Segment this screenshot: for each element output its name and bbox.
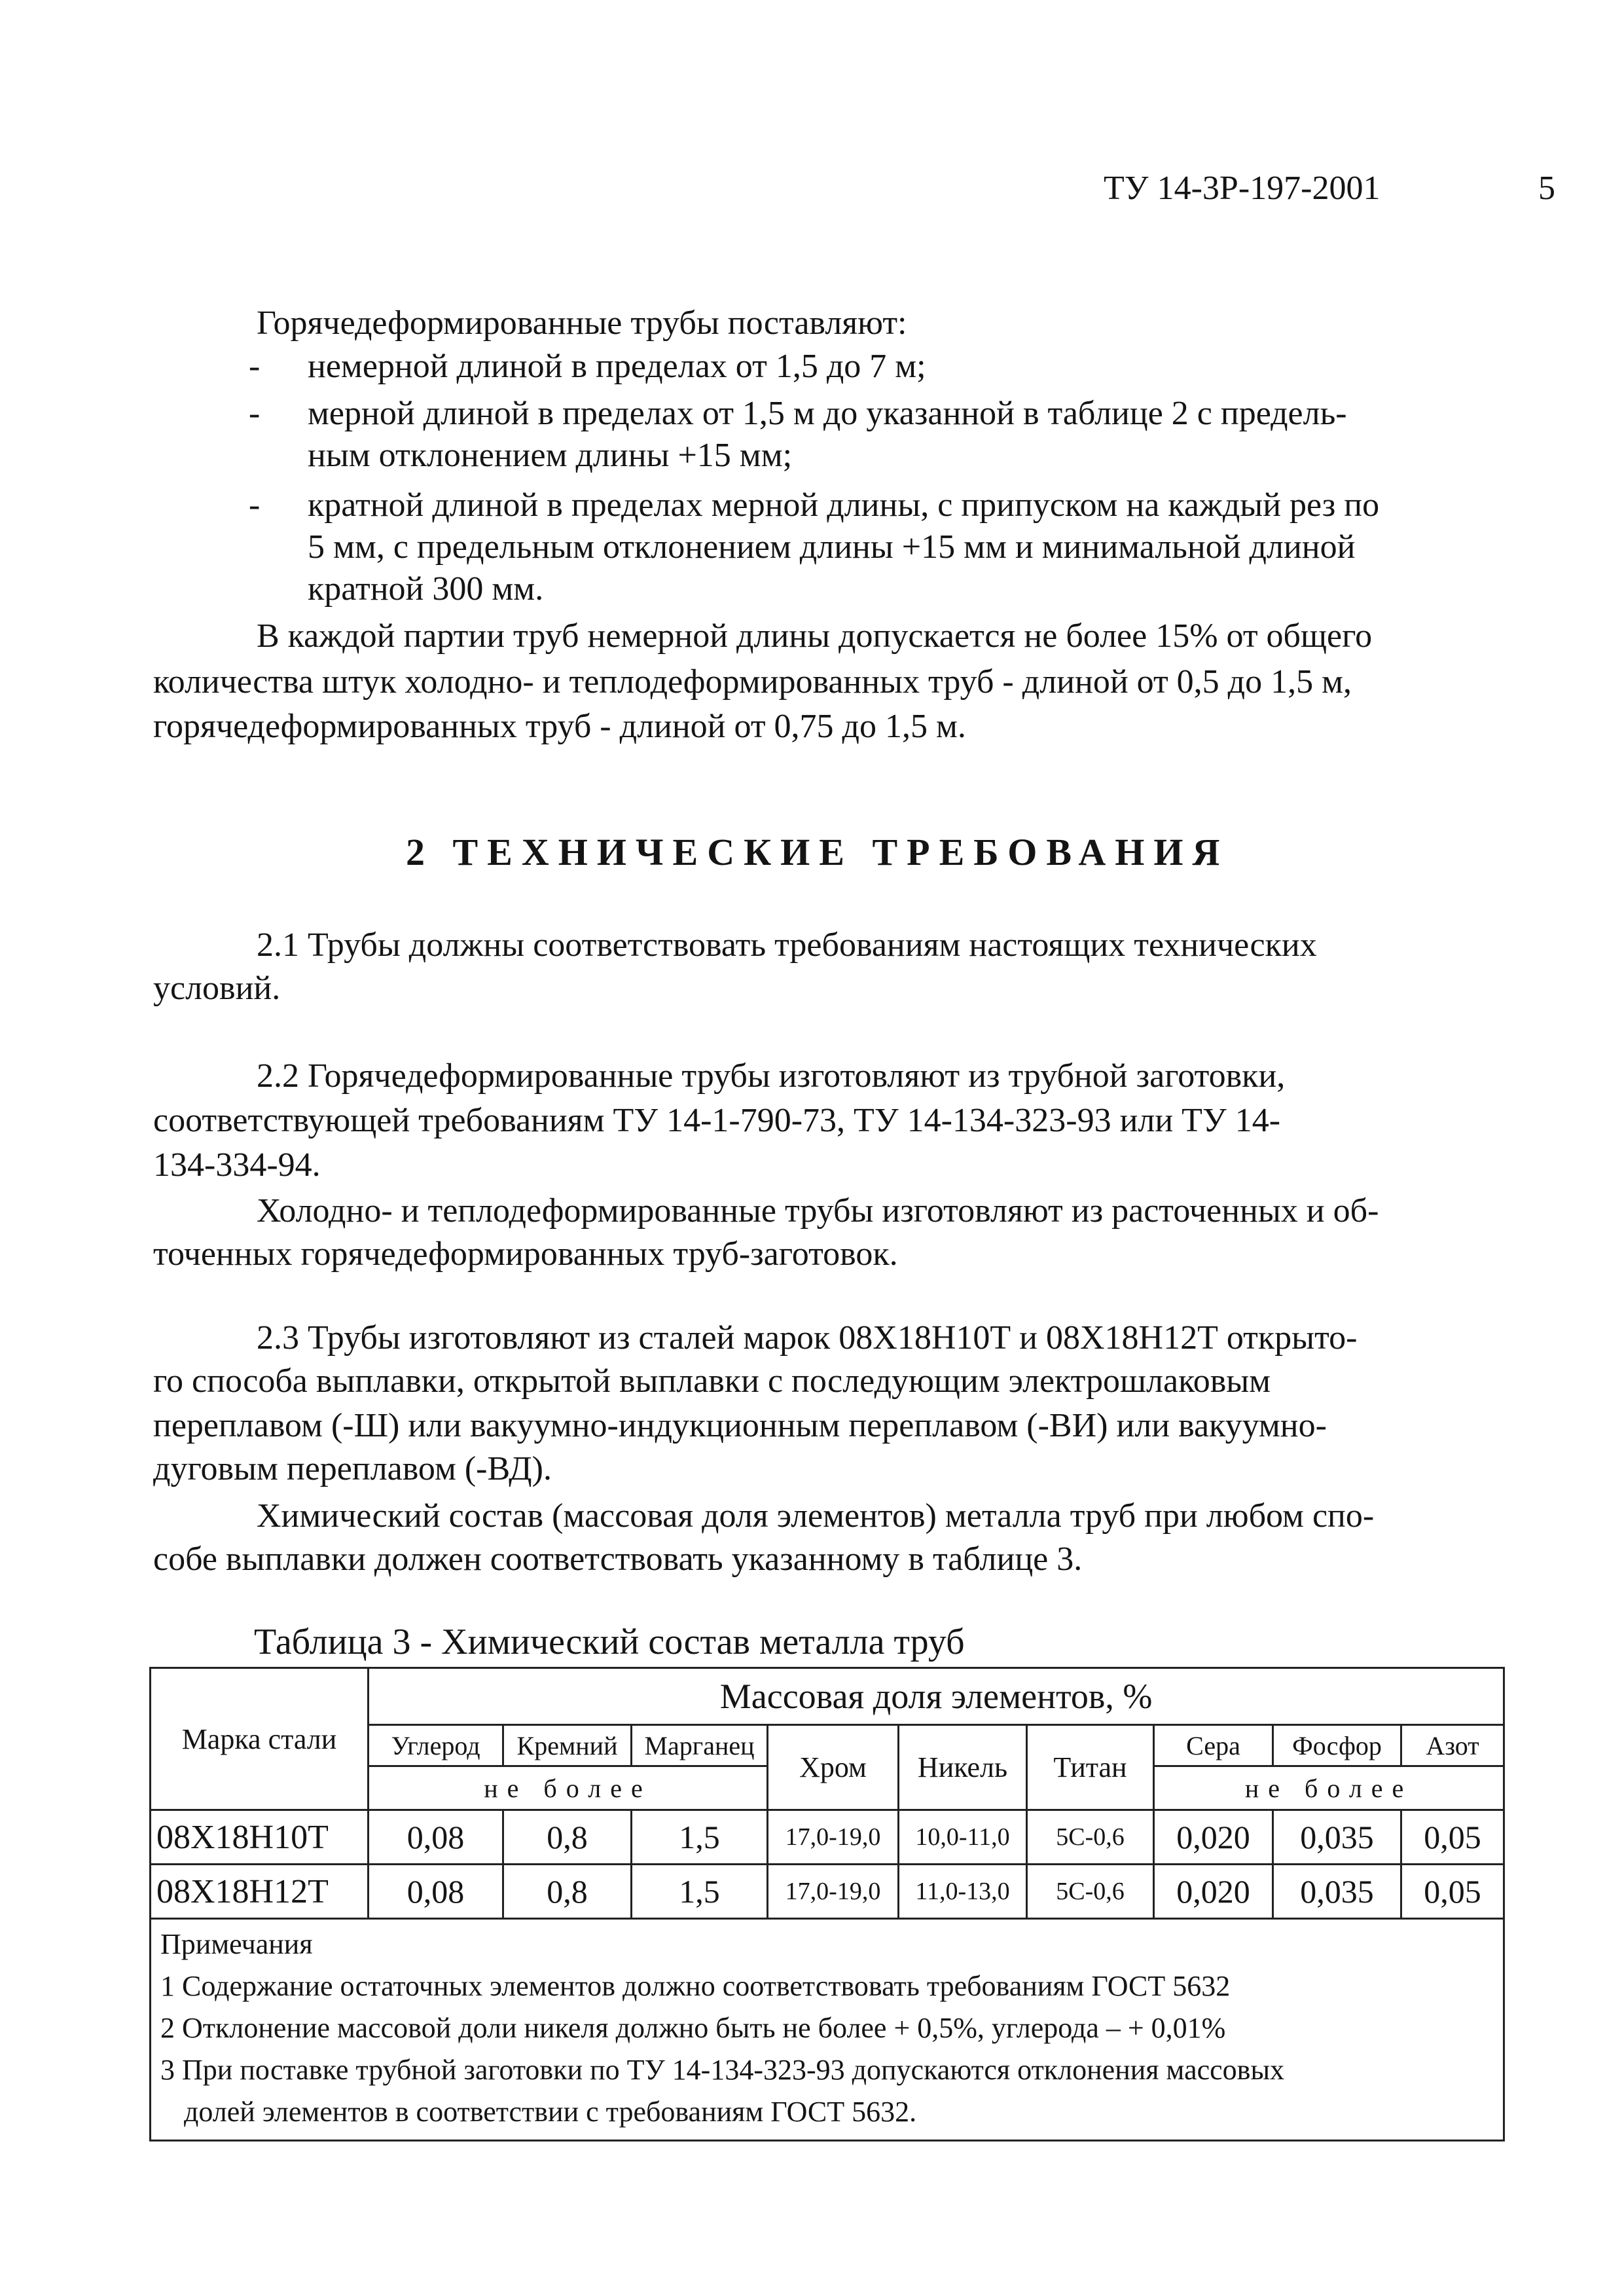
list-item-line: немерной длиной в пределах от 1,5 до 7 м; <box>308 348 926 385</box>
table-cell: 0,035 <box>1273 1810 1401 1865</box>
intro-lead: Горячедеформированные трубы поставляют: <box>257 304 907 342</box>
paragraph-2-2-line: соответствующей требованиям ТУ 14-1-790-73, ТУ 14-134-323-93 или ТУ 14- <box>153 1102 1281 1139</box>
steel-grade-cell: 08Х18Н10Т <box>151 1810 369 1865</box>
paragraph-line: В каждой партии труб немерной длины допускается не более 15% от общего <box>257 617 1373 655</box>
note-item: 3 При поставке трубной заготовки по ТУ 14-134-323-93 допускаются отклонения массовых <box>160 2054 1285 2086</box>
table-cell: 5С-0,6 <box>1027 1810 1154 1865</box>
paragraph-2-3-line: дуговым переплавом (-ВД). <box>153 1450 552 1487</box>
table-cell: 0,020 <box>1154 1810 1273 1865</box>
column-header-silicon: Кремний <box>503 1725 632 1766</box>
page-number: 5 <box>1538 170 1555 207</box>
paragraph-2-3-line: переплавом (-Ш) или вакуумно-индукционным переплавом (-ВИ) или вакуумно- <box>153 1407 1327 1444</box>
table-cell: 1,5 <box>632 1810 768 1865</box>
column-header-nitrogen: Азот <box>1401 1725 1504 1766</box>
column-header-chromium: Хром <box>768 1725 899 1810</box>
bullet-dash: - <box>249 348 261 385</box>
table-cell: 0,08 <box>369 1865 503 1919</box>
column-header-titanium: Титан <box>1027 1725 1154 1810</box>
column-header-manganese: Марганец <box>632 1725 768 1766</box>
table-row <box>151 1810 1504 1865</box>
paragraph-2-3b-line: собе выплавки должен соответствовать указанному в таблице 3. <box>153 1540 1083 1578</box>
list-item-line: кратной длиной в пределах мерной длины, с припуском на каждый рез по <box>308 486 1380 524</box>
paragraph-2-2b-line: точенных горячедеформированных труб-заготовок. <box>153 1235 898 1273</box>
paragraph-2-1-line: 2.1 Трубы должны соответствовать требованиям настоящих технических <box>257 926 1317 964</box>
grade-column-header: Марка стали <box>151 1668 369 1810</box>
paragraph-2-3b-line: Химический состав (массовая доля элементов) металла труб при любом спо- <box>257 1497 1375 1535</box>
list-item-line: кратной 300 мм. <box>308 570 544 608</box>
table-cell: 0,020 <box>1154 1865 1273 1919</box>
mass-fraction-header: Массовая доля элементов, % <box>369 1668 1504 1725</box>
paragraph-line: количества штук холодно- и теплодеформированных труб - длиной от 0,5 до 1,5 м, <box>153 663 1352 701</box>
list-item-line: 5 мм, с предельным отклонением длины +15 мм и минимальной длиной <box>308 528 1356 566</box>
paragraph-2-3-line: го способа выплавки, открытой выплавки с последующим электрошлаковым <box>153 1362 1271 1400</box>
paragraph-2-1-line: условий. <box>153 970 281 1007</box>
section-heading: 2 ТЕХНИЧЕСКИЕ ТРЕБОВАНИЯ <box>406 831 1229 873</box>
document-code: ТУ 14-3Р-197-2001 <box>1104 170 1380 207</box>
column-header-sulfur: Сера <box>1154 1725 1273 1766</box>
note-item: 2 Отклонение массовой доли никеля должно быть не более + 0,5%, углерода – + 0,01% <box>160 2012 1226 2044</box>
paragraph-2-3-line: 2.3 Трубы изготовляют из сталей марок 08Х18Н10Т и 08Х18Н12Т открыто- <box>257 1319 1358 1357</box>
paragraph-2-2-line: 2.2 Горячедеформированные трубы изготовляют из трубной заготовки, <box>257 1057 1286 1095</box>
table-cell: 17,0-19,0 <box>768 1865 899 1919</box>
note-item-continuation: долей элементов в соответствии с требованиям ГОСТ 5632. <box>184 2096 917 2128</box>
table-row <box>151 1865 1504 1919</box>
table-cell: 0,8 <box>503 1865 632 1919</box>
bullet-dash: - <box>249 395 261 432</box>
chemical-composition-table <box>149 1667 1505 2141</box>
steel-grade-cell: 08Х18Н12Т <box>151 1865 369 1919</box>
list-item-line: мерной длиной в пределах от 1,5 м до указанной в таблице 2 с предель- <box>308 395 1347 432</box>
table-cell: 0,05 <box>1401 1865 1504 1919</box>
table-caption: Таблица 3 - Химический состав металла труб <box>254 1622 965 1662</box>
note-item: 1 Содержание остаточных элементов должно соответствовать требованиям ГОСТ 5632 <box>160 1970 1231 2002</box>
table-cell: 17,0-19,0 <box>768 1810 899 1865</box>
paragraph-2-2b-line: Холодно- и теплодеформированные трубы изготовляют из расточенных и об- <box>257 1192 1379 1230</box>
table-notes <box>151 1919 1504 2141</box>
not-more-than-label: не более <box>1154 1766 1504 1810</box>
table-cell: 0,8 <box>503 1810 632 1865</box>
table-cell: 10,0-11,0 <box>899 1810 1027 1865</box>
table-cell: 1,5 <box>632 1865 768 1919</box>
table-cell: 0,08 <box>369 1810 503 1865</box>
table-cell: 11,0-13,0 <box>899 1865 1027 1919</box>
notes-title: Примечания <box>160 1928 313 1960</box>
bullet-dash: - <box>249 486 261 524</box>
table-cell: 0,035 <box>1273 1865 1401 1919</box>
column-header-phosphorus: Фосфор <box>1273 1725 1401 1766</box>
not-more-than-label: не более <box>369 1766 768 1810</box>
column-header-carbon: Углерод <box>369 1725 503 1766</box>
paragraph-2-2-line: 134-334-94. <box>153 1146 321 1184</box>
table-cell: 0,05 <box>1401 1810 1504 1865</box>
column-header-nickel: Никель <box>899 1725 1027 1810</box>
list-item-line: ным отклонением длины +15 мм; <box>308 437 793 474</box>
paragraph-line: горячедеформированных труб - длиной от 0,75 до 1,5 м. <box>153 708 966 745</box>
table-cell: 5С-0,6 <box>1027 1865 1154 1919</box>
